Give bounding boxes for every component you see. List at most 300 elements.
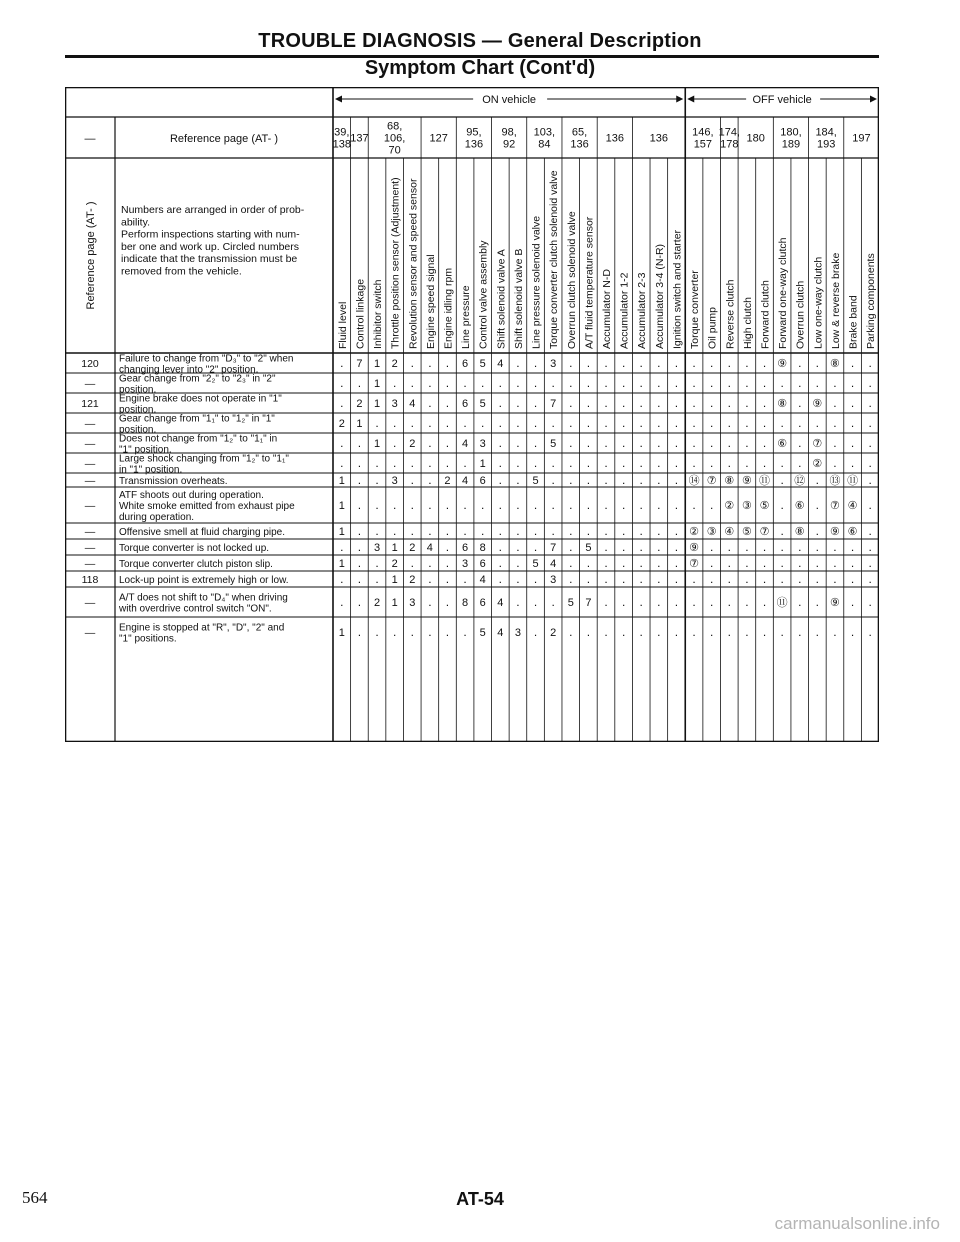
ref-page-number: 106, — [383, 132, 406, 145]
cell-value: . — [428, 556, 432, 570]
arrow-head — [676, 96, 683, 103]
cell-value: . — [410, 456, 414, 470]
cell-value: . — [833, 376, 837, 390]
cell-value: ⑨ — [830, 597, 840, 609]
cell-value: . — [586, 416, 591, 430]
cell-value: . — [674, 416, 679, 430]
cell-value: . — [868, 540, 872, 554]
cell-value: . — [410, 556, 414, 570]
cell-value: . — [621, 473, 626, 487]
cell-value: . — [445, 572, 450, 586]
cell-value: . — [445, 625, 450, 639]
cell-value: . — [375, 556, 379, 570]
symptom-text: Large shock changing from "1₂" to "1₁" — [119, 453, 289, 465]
cell-value: . — [445, 456, 450, 470]
cell-value: . — [692, 456, 696, 470]
cell-value: . — [850, 540, 855, 554]
cell-value: 5 — [532, 558, 539, 570]
cell-value: 2 — [391, 558, 398, 570]
cell-value: . — [516, 416, 520, 430]
cell-value: 5 — [585, 542, 592, 554]
cell-value: 2 — [391, 358, 398, 370]
cell-value: . — [340, 572, 344, 586]
arrow-head — [687, 96, 694, 103]
cell-value: . — [780, 572, 784, 586]
row-ref: — — [84, 458, 96, 470]
cell-value: . — [727, 625, 731, 639]
row-ref: — — [84, 500, 96, 512]
cell-value: ⑥ — [847, 526, 858, 538]
cell-value: . — [710, 595, 714, 609]
cell-value: . — [445, 524, 450, 538]
cell-value: . — [621, 396, 626, 410]
cell-value: . — [639, 456, 643, 470]
cell-value: . — [780, 416, 784, 430]
cell-value: 4 — [426, 542, 433, 554]
chart-body — [81, 353, 872, 644]
cell-value: . — [410, 625, 414, 639]
cell-value: . — [692, 498, 696, 512]
cell-value: 1 — [479, 458, 486, 470]
cell-value: . — [340, 540, 344, 554]
ref-page-number: 136 — [649, 132, 669, 145]
column-label: Shift solenoid valve A — [495, 249, 508, 349]
cell-value: . — [710, 540, 714, 554]
cell-value: . — [357, 524, 362, 538]
cell-value: . — [745, 416, 749, 430]
cell-value: . — [815, 625, 820, 639]
cell-value: . — [604, 540, 608, 554]
cell-value: . — [727, 376, 731, 390]
cell-value: . — [780, 473, 784, 487]
ref-page-number: 84 — [538, 138, 551, 151]
cell-value: . — [657, 356, 661, 370]
cell-value: . — [569, 625, 573, 639]
cell-value: ⑬ — [829, 475, 841, 487]
column-label: Accumulator 1-2 — [618, 272, 631, 349]
cell-value: . — [639, 356, 643, 370]
cell-value: . — [498, 416, 502, 430]
column-label: Overrun clutch solenoid valve — [565, 211, 578, 349]
cell-value: . — [815, 498, 820, 512]
column-label: Line pressure — [460, 285, 473, 349]
cell-value: . — [868, 356, 872, 370]
cell-value: 7 — [356, 358, 363, 370]
cell-value: . — [710, 396, 714, 410]
cell-value: . — [710, 572, 714, 586]
cell-value: . — [639, 572, 643, 586]
cell-value: . — [569, 456, 573, 470]
cell-value: . — [868, 396, 872, 410]
instruction-line: indicate that the transmission must be — [121, 253, 298, 266]
cell-value: . — [815, 540, 820, 554]
cell-value: . — [604, 456, 608, 470]
cell-value: . — [604, 396, 608, 410]
cell-value: 6 — [479, 475, 486, 487]
cell-value: . — [780, 540, 784, 554]
ref-page-number: 193 — [816, 138, 836, 151]
cell-value: . — [586, 498, 591, 512]
cell-value: . — [569, 540, 573, 554]
cell-value: . — [727, 436, 731, 450]
cell-value: ④ — [724, 526, 735, 538]
cell-value: . — [375, 456, 379, 470]
cell-value: 1 — [338, 500, 345, 512]
column-label: Engine idling rpm — [442, 267, 455, 349]
cell-value: . — [868, 456, 872, 470]
instruction-line: Numbers are arranged in order of prob- — [121, 204, 305, 216]
row-ref: — — [84, 438, 96, 450]
cell-value: 4 — [550, 558, 557, 570]
symptom-text: "1" positions. — [119, 633, 177, 645]
cell-value: 1 — [391, 542, 398, 554]
cell-value: . — [674, 524, 679, 538]
cell-value: . — [357, 376, 362, 390]
cell-value: . — [340, 396, 344, 410]
cell-value: . — [798, 540, 802, 554]
cell-value: . — [375, 416, 379, 430]
instruction-line: ability. — [121, 216, 150, 229]
cell-value: 2 — [338, 418, 345, 430]
cell-value: 2 — [409, 542, 416, 554]
cell-value: . — [410, 376, 414, 390]
cell-value: 1 — [338, 475, 345, 487]
column-label: Shift solenoid valve B — [512, 248, 525, 349]
cell-value: . — [463, 376, 467, 390]
cell-value: . — [745, 572, 749, 586]
page-id: AT-54 — [456, 1189, 504, 1209]
cell-value: . — [639, 473, 643, 487]
cell-value: . — [569, 473, 573, 487]
cell-value: . — [710, 498, 714, 512]
cell-value: . — [868, 595, 872, 609]
cell-value: . — [498, 473, 502, 487]
cell-value: ⑧ — [794, 526, 805, 538]
symptom-text: Engine brake does not operate in "1" — [119, 393, 282, 405]
symptom-text: changing lever into "2" position. — [119, 364, 259, 376]
cell-value: . — [850, 396, 855, 410]
cell-value: . — [780, 456, 784, 470]
cell-value: . — [445, 540, 450, 554]
cell-value: . — [533, 572, 538, 586]
cell-value: . — [833, 416, 837, 430]
cell-value: . — [850, 456, 855, 470]
cell-value: . — [639, 416, 643, 430]
cell-value: . — [674, 572, 679, 586]
cell-value: . — [745, 376, 749, 390]
cell-value: . — [639, 595, 643, 609]
cell-value: . — [428, 572, 432, 586]
cell-value: . — [621, 625, 626, 639]
cell-value: . — [481, 376, 485, 390]
cell-value: . — [639, 376, 643, 390]
column-label: Control valve assembly — [477, 240, 490, 349]
cell-value: . — [481, 524, 485, 538]
column-label: Torque converter clutch solenoid valve — [548, 170, 561, 349]
cell-value: . — [674, 396, 679, 410]
cell-value: . — [357, 436, 362, 450]
ref-page-number: 197 — [852, 132, 871, 145]
cell-value: . — [815, 556, 820, 570]
cell-value: 1 — [338, 558, 345, 570]
cell-value: . — [340, 356, 344, 370]
cell-value: . — [674, 473, 679, 487]
cell-value: . — [621, 356, 626, 370]
cell-value: . — [604, 356, 608, 370]
cell-value: . — [569, 376, 573, 390]
cell-value: . — [375, 473, 379, 487]
ref-page-number: 189 — [781, 138, 801, 151]
column-label: Forward one-way clutch — [777, 237, 790, 349]
cell-value: . — [498, 498, 502, 512]
cell-value: 5 — [479, 627, 486, 639]
cell-value: . — [692, 396, 696, 410]
cell-value: ⑧ — [724, 475, 735, 487]
cell-value: . — [516, 572, 520, 586]
cell-value: . — [357, 473, 362, 487]
cell-value: ③ — [741, 500, 752, 512]
cell-value: . — [551, 595, 555, 609]
cell-value: . — [674, 498, 679, 512]
symptom-text: Does not change from "1₂" to "1₁" in — [119, 433, 278, 445]
cell-value: 2 — [444, 475, 451, 487]
row-ref: 118 — [81, 574, 99, 586]
cell-value: . — [410, 524, 414, 538]
cell-value: . — [745, 556, 749, 570]
cell-value: 3 — [462, 558, 469, 570]
off-vehicle-label: OFF vehicle — [752, 94, 812, 106]
cell-value: . — [745, 595, 749, 609]
cell-value: . — [357, 456, 362, 470]
cell-value: ⑥ — [794, 500, 805, 512]
cell-value: . — [621, 595, 626, 609]
cell-value: . — [604, 473, 608, 487]
cell-value: 6 — [462, 398, 469, 410]
cell-value: . — [428, 356, 432, 370]
cell-value: ⑪ — [776, 597, 788, 609]
cell-value: ⑤ — [759, 500, 770, 512]
cell-value: . — [692, 376, 696, 390]
cell-value: ② — [812, 458, 823, 470]
ref-page-number: 39, — [334, 126, 350, 139]
cell-value: 2 — [409, 438, 416, 450]
ref-page-number: 174, — [718, 126, 741, 139]
cell-value: 5 — [567, 597, 574, 609]
cell-value: . — [815, 524, 820, 538]
cell-value: . — [798, 436, 802, 450]
cell-value: . — [710, 556, 714, 570]
cell-value: . — [533, 436, 538, 450]
cell-value: . — [850, 416, 855, 430]
cell-value: . — [428, 436, 432, 450]
ref-page-number: 136 — [605, 132, 624, 145]
cell-value: ⑪ — [847, 475, 859, 487]
cell-value: . — [815, 473, 820, 487]
cell-value: . — [692, 416, 696, 430]
cell-value: . — [463, 456, 467, 470]
cell-value: . — [798, 416, 802, 430]
row-ref: — — [84, 526, 96, 538]
cell-value: . — [868, 473, 872, 487]
cell-value: . — [551, 498, 555, 512]
cell-value: ⑤ — [741, 526, 752, 538]
cell-value: . — [463, 524, 467, 538]
symptom-text: Engine is stopped at "R", "D", "2" and — [119, 622, 285, 634]
cell-value: . — [533, 524, 538, 538]
ref-page-number: 92 — [503, 138, 516, 151]
cell-value: . — [780, 498, 784, 512]
cell-value: . — [533, 595, 538, 609]
symptom-text: Transmission overheats. — [119, 475, 228, 487]
ref-page-number: 103, — [533, 126, 556, 139]
cell-value: . — [868, 498, 872, 512]
cell-value: 2 — [356, 398, 363, 410]
ref-page-number: 136 — [464, 138, 484, 151]
cell-value: 4 — [497, 627, 504, 639]
column-label: Parking components — [865, 253, 878, 349]
cell-value: . — [392, 524, 397, 538]
cell-value: . — [533, 396, 538, 410]
cell-value: . — [569, 396, 573, 410]
cell-value: . — [798, 356, 802, 370]
cell-value: . — [375, 572, 379, 586]
cell-value: ⑨ — [689, 542, 700, 554]
symptom-text: "1" position. — [119, 444, 172, 456]
cell-value: . — [798, 456, 802, 470]
ref-page-number: 180, — [780, 126, 802, 139]
cell-value: 3 — [514, 627, 521, 639]
cell-value: . — [428, 456, 432, 470]
cell-value: . — [833, 625, 837, 639]
cell-value: ⑦ — [759, 526, 770, 538]
cell-value: . — [445, 595, 450, 609]
cell-value: . — [428, 625, 432, 639]
row-ref: — — [84, 558, 96, 570]
symptom-text: Offensive smell at fluid charging pipe. — [119, 526, 286, 538]
cell-value: . — [498, 540, 502, 554]
cell-value: 3 — [373, 542, 381, 554]
ref-page-number: 184, — [815, 126, 837, 139]
cell-value: ⑨ — [812, 398, 823, 410]
cell-value: . — [657, 473, 661, 487]
cell-value: . — [674, 625, 679, 639]
symptom-text: Gear change from "1₁" to "1₂" in "1" — [119, 413, 275, 425]
cell-value: . — [410, 416, 414, 430]
cell-value: . — [621, 416, 626, 430]
ref-page-number: 127 — [429, 132, 448, 145]
cell-value: 1 — [356, 418, 363, 430]
cell-value: . — [516, 356, 520, 370]
cell-value: . — [674, 540, 679, 554]
cell-value: . — [833, 572, 837, 586]
cell-value: ⑨ — [777, 358, 788, 370]
column-label: Brake band — [847, 295, 860, 349]
cell-value: . — [621, 456, 626, 470]
cell-value: . — [621, 498, 626, 512]
cell-value: . — [815, 376, 820, 390]
cell-value: . — [621, 376, 626, 390]
cell-value: . — [657, 556, 661, 570]
cell-value: . — [868, 376, 872, 390]
cell-value: . — [850, 376, 855, 390]
cell-value: . — [727, 456, 731, 470]
cell-value: . — [833, 556, 837, 570]
column-label: Overrun clutch — [794, 280, 807, 349]
cell-value: . — [498, 572, 502, 586]
cell-value: . — [516, 456, 520, 470]
ref-page-number: 65, — [571, 126, 588, 139]
cell-value: . — [340, 376, 344, 390]
cell-value: . — [639, 540, 643, 554]
row-ref: — — [84, 597, 96, 609]
ref-page-number: 146, — [692, 126, 714, 139]
cell-value: . — [868, 556, 872, 570]
cell-value: ② — [689, 526, 700, 538]
cell-value: . — [569, 436, 573, 450]
cell-value: 7 — [585, 597, 592, 609]
cell-value: . — [657, 524, 661, 538]
cell-value: . — [445, 376, 450, 390]
cell-value: . — [762, 625, 767, 639]
symptom-text: position. — [119, 424, 157, 436]
cell-value: . — [798, 556, 802, 570]
cell-value: . — [762, 356, 767, 370]
ref-page-number: 68, — [386, 120, 403, 133]
column-label: Control linkage — [354, 278, 367, 349]
cell-value: . — [604, 625, 608, 639]
cell-value: . — [498, 556, 502, 570]
cell-value: ⑦ — [689, 558, 700, 570]
ref-row-label: Reference page (AT- ) — [169, 133, 279, 145]
ref-page-number: 178 — [720, 138, 739, 151]
cell-value: 6 — [479, 597, 486, 609]
cell-value: . — [357, 498, 362, 512]
cell-value: . — [604, 524, 608, 538]
cell-value: . — [392, 376, 397, 390]
cell-value: 5 — [479, 358, 486, 370]
cell-value: 1 — [373, 358, 381, 370]
cell-value: . — [657, 376, 661, 390]
cell-value: . — [586, 376, 591, 390]
cell-value: . — [586, 556, 591, 570]
symptom-text: during operation. — [119, 511, 195, 523]
cell-value: . — [639, 524, 643, 538]
cell-value: . — [780, 556, 784, 570]
cell-value: . — [657, 540, 661, 554]
cell-value: . — [674, 556, 679, 570]
cell-value: ⑦ — [830, 500, 840, 512]
cell-value: . — [815, 572, 820, 586]
cell-value: 6 — [462, 542, 469, 554]
cell-value: ⑨ — [741, 475, 752, 487]
cell-value: . — [340, 436, 344, 450]
cell-value: . — [727, 556, 731, 570]
symptom-text: ATF shoots out during operation. — [119, 489, 264, 501]
cell-value: . — [551, 456, 555, 470]
cell-value: . — [375, 524, 379, 538]
cell-value: . — [692, 595, 696, 609]
cell-value: . — [674, 456, 679, 470]
symptom-text: with overdrive control switch "ON". — [119, 603, 272, 615]
cell-value: 1 — [391, 597, 398, 609]
cell-value: 1 — [373, 398, 381, 410]
cell-value: . — [674, 436, 679, 450]
row-ref: — — [84, 542, 96, 554]
cell-value: . — [850, 436, 855, 450]
cell-value: . — [516, 436, 520, 450]
cell-value: . — [375, 498, 379, 512]
cell-value: ⑫ — [794, 475, 806, 487]
